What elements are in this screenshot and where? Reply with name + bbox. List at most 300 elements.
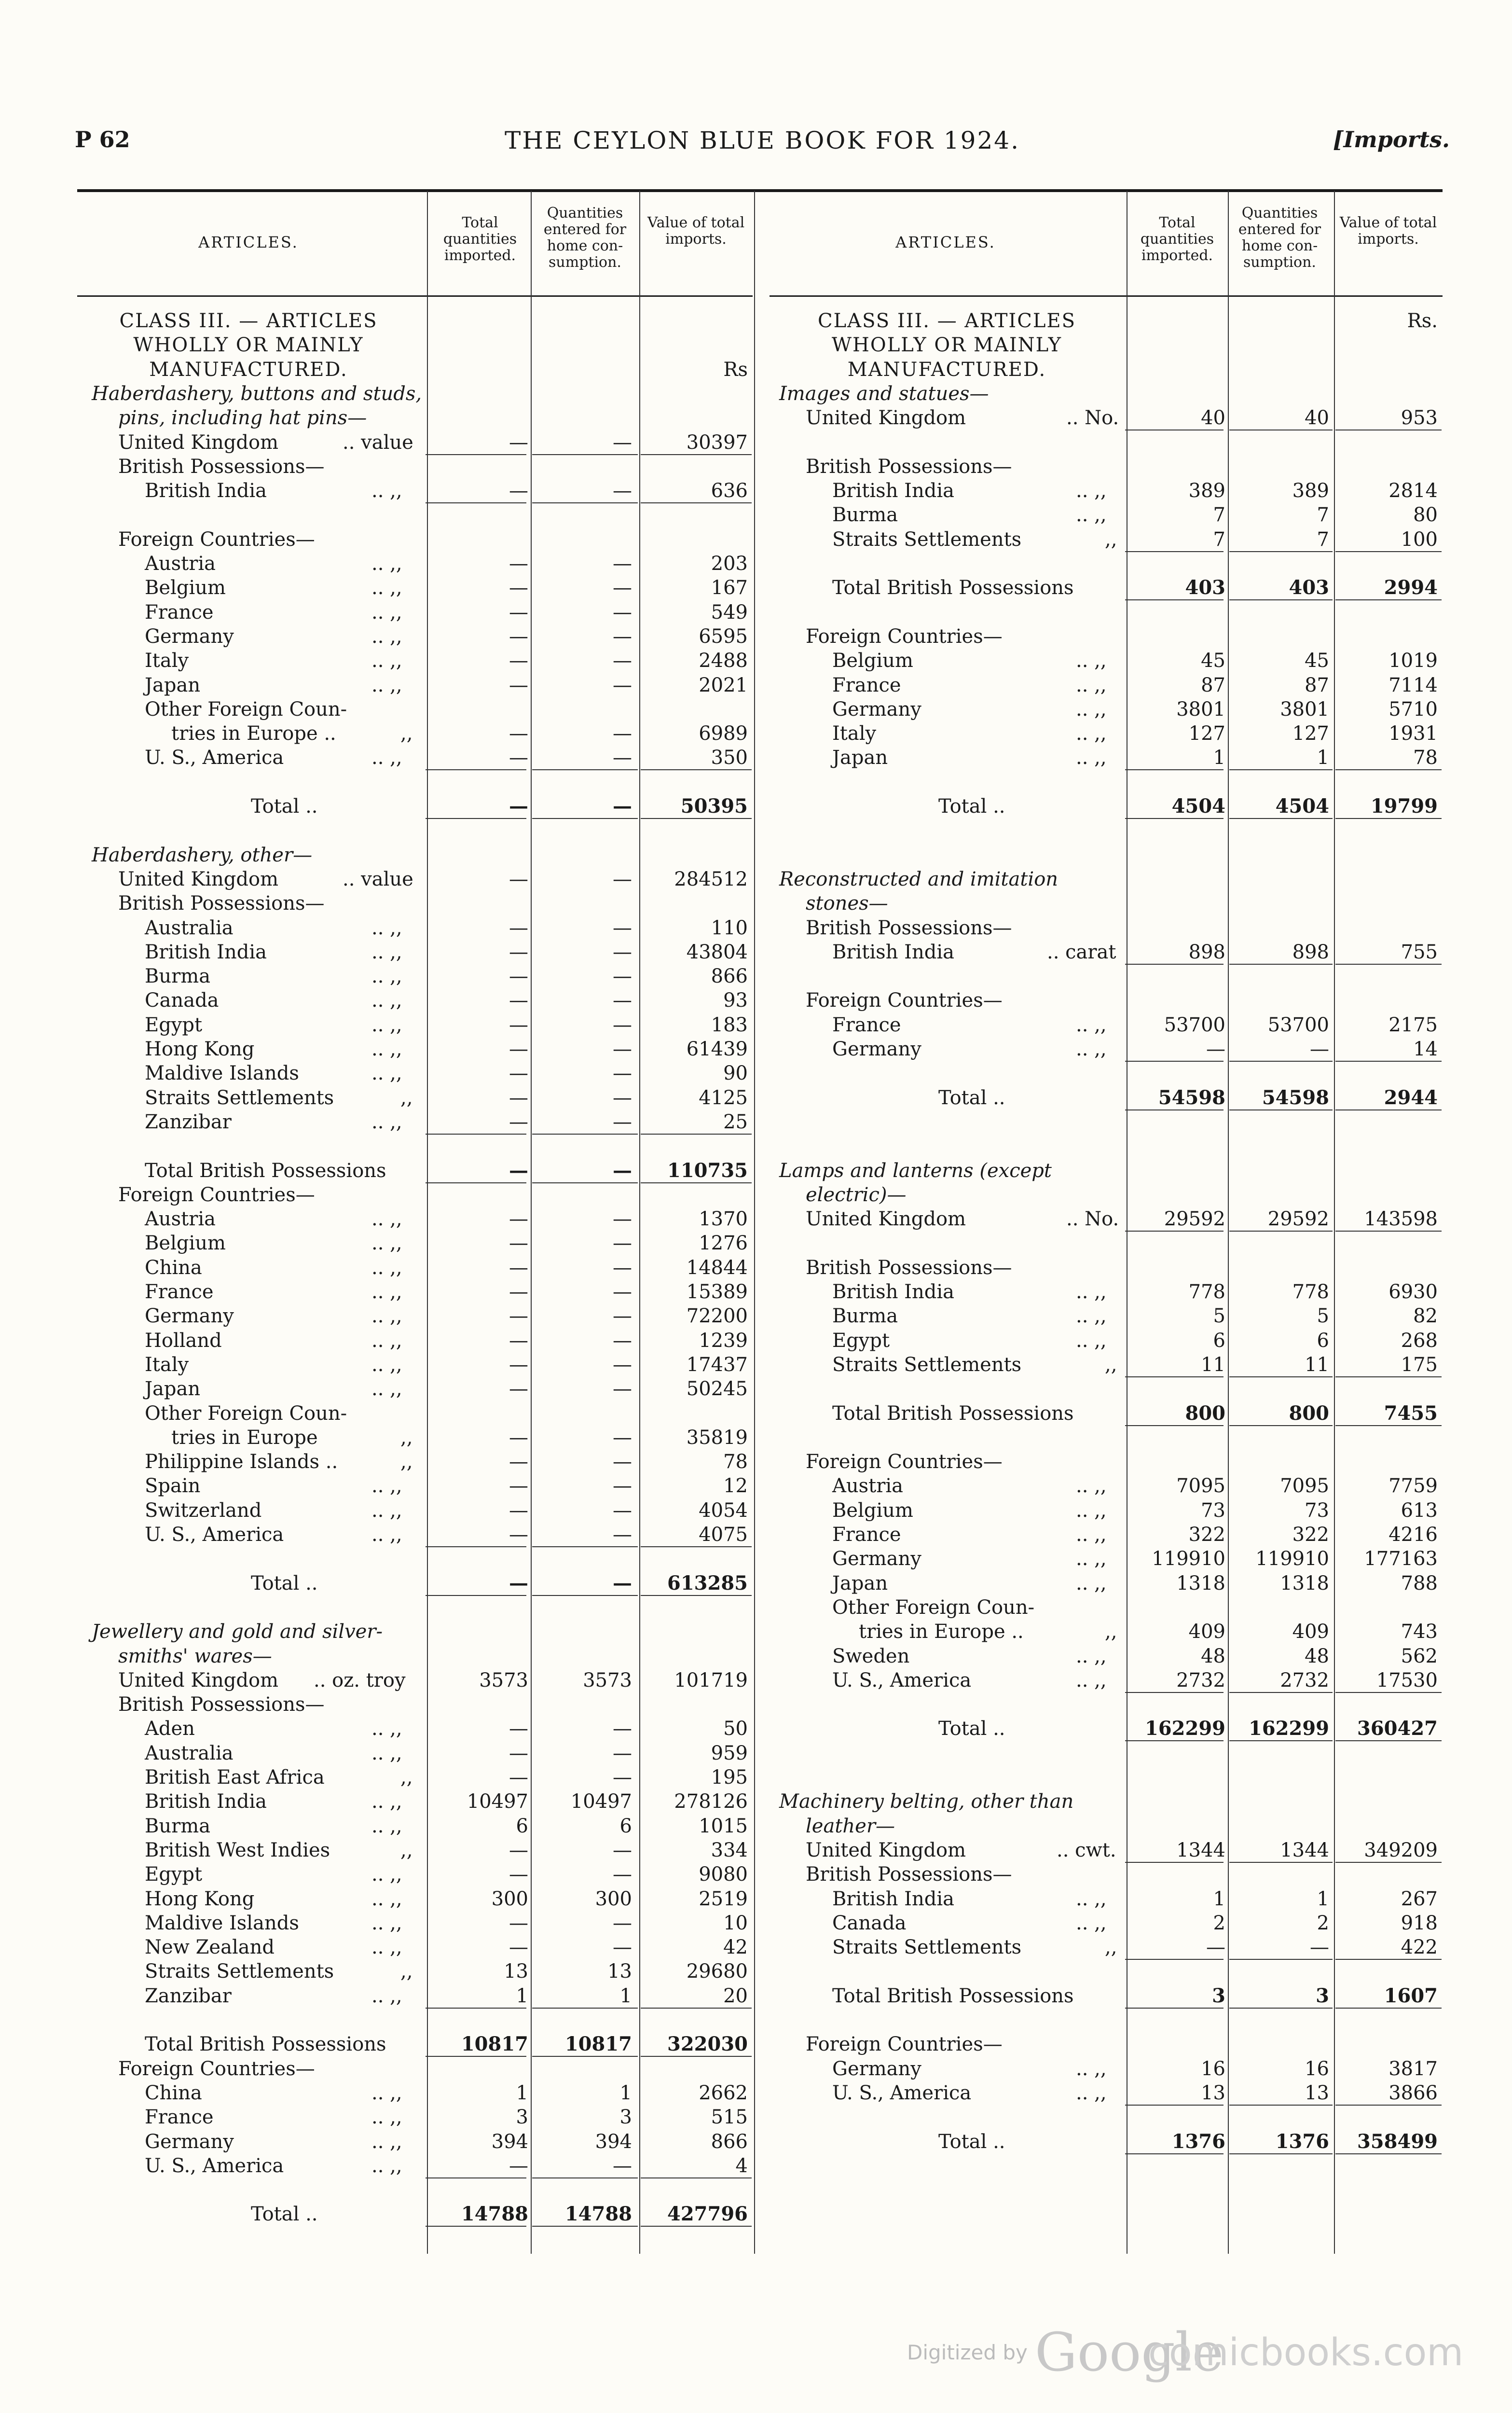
row-label: United Kingdom — [806, 407, 966, 430]
row-label: Hong Kong — [145, 1887, 255, 1910]
value-cell: 4216 — [1388, 1524, 1438, 1546]
home-qty-cell: 1344 — [1280, 1839, 1329, 1861]
cell-rule — [1125, 599, 1223, 600]
value-cell: 866 — [711, 2130, 748, 2153]
row-label: British India — [832, 1281, 954, 1303]
row-label: Other Foreign Coun- — [832, 1596, 1035, 1619]
total-qty-cell: — — [509, 1718, 528, 1740]
total-qty-cell: — — [509, 1110, 528, 1133]
total-qty-cell: 1318 — [1176, 1572, 1225, 1595]
total-qty-cell: 10817 — [461, 2033, 528, 2056]
home-qty-cell: 73 — [1305, 1499, 1329, 1522]
cell-rule — [1229, 2008, 1333, 2009]
row-label: British East Africa — [145, 1766, 325, 1789]
home-qty-cell: — — [613, 965, 632, 988]
value-cell: 183 — [711, 1013, 748, 1036]
table-row — [77, 1523, 753, 1547]
table-row — [77, 1183, 753, 1207]
row-label: United Kingdom — [806, 1208, 966, 1231]
value-cell: 562 — [1401, 1645, 1438, 1667]
cell-rule — [641, 1134, 752, 1135]
digitized-footer — [907, 2321, 1486, 2383]
value-cell: 358499 — [1357, 2130, 1438, 2153]
table-row — [77, 1231, 753, 1255]
row-unit: .. ,, — [1076, 480, 1107, 502]
value-cell: 90 — [723, 1062, 748, 1085]
row-label: Germany — [832, 2057, 921, 2080]
table-row — [770, 1474, 1443, 1498]
section-heading — [770, 1789, 1443, 1814]
row-label: Canada — [832, 1912, 907, 1934]
value-cell: 203 — [711, 553, 748, 575]
cell-rule — [1335, 2105, 1442, 2106]
value-cell: 427796 — [667, 2203, 748, 2226]
cell-rule — [1335, 769, 1442, 770]
table-row — [770, 2032, 1443, 2056]
value-cell: 4 — [735, 2154, 748, 2177]
home-qty-cell: — — [613, 1499, 632, 1522]
cell-rule — [1229, 1109, 1333, 1110]
row-label: Burma — [145, 965, 211, 988]
home-qty-cell: 3573 — [583, 1669, 632, 1692]
table-row — [770, 1450, 1443, 1474]
value-cell: 50 — [723, 1718, 748, 1740]
value-cell: 17437 — [686, 1353, 748, 1376]
table-row — [77, 1110, 753, 1134]
row-unit: .. ,, — [371, 1790, 402, 1813]
row-unit: .. ,, — [371, 941, 402, 963]
home-qty-cell: 54598 — [1262, 1086, 1329, 1109]
row-label: Total British Possessions — [832, 1984, 1074, 2007]
table-row — [77, 479, 753, 503]
value-cell: 755 — [1401, 941, 1438, 963]
value-cell: 29680 — [686, 1960, 748, 1983]
cell-rule — [1335, 1740, 1442, 1741]
col-value: Value of total imports. — [1339, 214, 1437, 248]
cell-rule — [1125, 551, 1223, 552]
home-qty-cell: — — [613, 1281, 632, 1303]
home-qty-cell: — — [613, 625, 632, 648]
home-qty-cell: 1 — [619, 1984, 632, 2007]
home-qty-cell: — — [613, 1839, 632, 1861]
value-cell: 93 — [723, 989, 748, 1012]
cell-rule — [1125, 964, 1223, 965]
cell-rule — [532, 1134, 638, 1135]
table-row — [77, 721, 753, 746]
home-qty-cell: — — [613, 1353, 632, 1376]
cell-rule — [1335, 1061, 1442, 1062]
class-heading — [770, 333, 1443, 357]
home-qty-cell: 7 — [1317, 504, 1329, 527]
row-label: CLASS III. — ARTICLES — [818, 310, 1076, 332]
value-cell: 3866 — [1388, 2081, 1438, 2104]
col-value: Value of total imports. — [647, 214, 745, 248]
cell-rule — [1125, 1109, 1223, 1110]
cell-rule — [1335, 1231, 1442, 1232]
row-unit: .. ,, — [371, 989, 402, 1012]
home-qty-cell: 2 — [1317, 1912, 1329, 1934]
row-unit: .. value — [343, 431, 413, 454]
cell-rule — [641, 2177, 752, 2178]
row-label: Germany — [832, 1548, 921, 1570]
cell-rule — [1229, 1231, 1333, 1232]
table-row — [770, 988, 1443, 1012]
value-cell: 788 — [1401, 1572, 1438, 1595]
row-unit: .. ,, — [371, 625, 402, 648]
total-qty-cell: — — [509, 1013, 528, 1036]
cell-rule — [1229, 769, 1333, 770]
row-label: Australia — [145, 1742, 234, 1764]
total-qty-cell: — — [509, 1912, 528, 1934]
row-label: Italy — [832, 722, 877, 745]
row-unit: .. ,, — [1076, 2057, 1107, 2080]
value-cell: 549 — [711, 601, 748, 624]
home-qty-cell: — — [613, 941, 632, 963]
row-unit: .. carat — [1047, 941, 1116, 963]
table-row — [77, 1838, 753, 1862]
table-row — [77, 988, 753, 1012]
row-unit: .. value — [343, 868, 413, 890]
row-label: WHOLLY OR MAINLY — [831, 334, 1062, 357]
total-qty-cell: — — [509, 868, 528, 890]
value-cell: 2519 — [699, 1887, 748, 1910]
table-row — [77, 1765, 753, 1789]
section-heading — [77, 382, 753, 406]
home-qty-cell: — — [613, 1110, 632, 1133]
total-qty-cell: 10497 — [467, 1790, 528, 1813]
row-label: China — [145, 1256, 202, 1279]
home-qty-cell: — — [613, 1038, 632, 1060]
table-row — [770, 1498, 1443, 1523]
cell-rule — [641, 2008, 752, 2009]
total-qty-cell: — — [509, 747, 528, 769]
value-cell: 14 — [1413, 1038, 1438, 1060]
home-qty-cell: 40 — [1305, 407, 1329, 430]
total-qty-cell: — — [509, 916, 528, 939]
table-row — [77, 1959, 753, 1983]
value-cell: 20 — [723, 1984, 748, 2007]
total-qty-cell: 898 — [1188, 941, 1225, 963]
row-label: Haberdashery, buttons and studs, — [92, 382, 422, 405]
page-number: P 62 — [75, 126, 130, 153]
value-cell: 25 — [723, 1110, 748, 1133]
page-title: THE CEYLON BLUE BOOK FOR 1924. — [505, 126, 1020, 154]
row-unit: .. ,, — [1076, 1645, 1107, 1667]
table-row — [77, 1304, 753, 1328]
home-qty-cell: — — [613, 1305, 632, 1328]
row-label: Philippine Islands .. — [145, 1451, 338, 1473]
row-label: Foreign Countries— — [806, 625, 1003, 648]
row-label: U. S., America — [145, 1524, 284, 1546]
row-unit: ,, — [400, 1960, 413, 1983]
home-qty-cell: — — [613, 1378, 632, 1401]
row-label: Maldive Islands — [145, 1062, 299, 1085]
row-label: Haberdashery, other— — [92, 844, 313, 866]
section-heading — [770, 1814, 1443, 1838]
value-cell: 61439 — [686, 1038, 748, 1060]
row-label: British India — [145, 1790, 267, 1813]
cell-rule — [1229, 964, 1333, 965]
class-heading — [770, 358, 1443, 382]
col-articles: ARTICLES. — [895, 233, 996, 251]
value-cell: 2488 — [699, 650, 748, 672]
row-unit: .. ,, — [1076, 1499, 1107, 1522]
row-label: China — [145, 2081, 202, 2104]
table-row — [77, 2105, 753, 2129]
table-row — [770, 1280, 1443, 1304]
section-heading — [77, 406, 753, 430]
row-unit: .. cwt. — [1057, 1839, 1116, 1861]
table-row — [77, 940, 753, 964]
row-unit: .. ,, — [371, 1524, 402, 1546]
section-heading — [770, 867, 1443, 891]
row-label: Lamps and lanterns (except — [779, 1159, 1052, 1182]
value-cell: 350 — [711, 747, 748, 769]
row-unit: .. ,, — [1076, 674, 1107, 696]
value-cell: 1015 — [699, 1815, 748, 1837]
table-row — [77, 1377, 753, 1401]
cell-rule — [1229, 1061, 1333, 1062]
table-row — [77, 1159, 753, 1183]
table-row — [77, 2032, 753, 2056]
home-qty-cell: — — [613, 674, 632, 696]
row-unit: .. No. — [1066, 407, 1119, 430]
value-cell: 9080 — [699, 1863, 748, 1886]
cell-rule — [1229, 551, 1333, 552]
home-qty-cell: — — [613, 601, 632, 624]
table-row — [770, 721, 1443, 746]
table-row — [770, 406, 1443, 430]
total-qty-cell: — — [1206, 1038, 1225, 1060]
row-unit: ,, — [400, 1086, 413, 1109]
total-qty-cell: 322 — [1188, 1524, 1225, 1546]
row-label: Sweden — [832, 1645, 910, 1667]
home-qty-cell: 119910 — [1255, 1548, 1329, 1570]
row-label: France — [832, 1524, 901, 1546]
home-qty-cell: — — [613, 1232, 632, 1255]
cell-rule — [641, 1595, 752, 1596]
table-row — [770, 576, 1443, 600]
row-label: Straits Settlements — [832, 528, 1022, 551]
row-unit: .. ,, — [371, 1863, 402, 1886]
value-cell: 322030 — [667, 2033, 748, 2056]
row-unit: .. ,, — [1076, 1887, 1107, 1910]
row-unit: .. ,, — [1076, 1475, 1107, 1498]
row-label: tries in Europe .. — [859, 1621, 1024, 1643]
row-label: Japan — [145, 674, 201, 696]
value-cell: 2021 — [699, 674, 748, 696]
home-qty-cell: — — [613, 1742, 632, 1764]
total-qty-cell: 1344 — [1176, 1839, 1225, 1861]
home-qty-cell: 1376 — [1275, 2130, 1329, 2153]
row-label: France — [832, 674, 901, 696]
home-qty-cell: 3 — [619, 2106, 632, 2129]
total-qty-cell: — — [509, 1086, 528, 1109]
row-label: smiths' wares— — [118, 1645, 272, 1667]
row-unit: .. ,, — [371, 1062, 402, 1085]
value-cell: 2814 — [1388, 480, 1438, 502]
row-label: New Zealand — [145, 1936, 275, 1959]
table-row — [770, 1595, 1443, 1620]
col-home-qty: Quantities entered for home con- sumption. — [1238, 205, 1321, 271]
row-unit: .. ,, — [1076, 1669, 1107, 1692]
row-label: U. S., America — [145, 2154, 284, 2177]
row-unit: .. ,, — [1076, 1912, 1107, 1934]
row-unit: .. ,, — [371, 1718, 402, 1740]
cell-rule — [1125, 1692, 1223, 1693]
total-qty-cell: — — [509, 1426, 528, 1449]
row-label: Foreign Countries— — [806, 2033, 1003, 2056]
table-row — [770, 1644, 1443, 1668]
cell-rule — [1125, 769, 1223, 770]
table-row — [77, 2081, 753, 2105]
table-row — [77, 1814, 753, 1838]
col-divider — [754, 191, 755, 2254]
home-qty-cell: — — [613, 722, 632, 745]
total-qty-cell: 1 — [516, 2081, 528, 2104]
value-cell: 82 — [1413, 1305, 1438, 1328]
row-unit: .. ,, — [371, 1912, 402, 1934]
cell-rule — [1125, 1231, 1223, 1232]
total-qty-cell: 7 — [1213, 528, 1225, 551]
row-label: British India — [832, 1887, 954, 1910]
table-row — [77, 794, 753, 818]
table-row — [770, 697, 1443, 721]
home-qty-cell: 87 — [1305, 674, 1329, 696]
home-qty-cell: — — [613, 1863, 632, 1886]
cell-rule — [1125, 2008, 1223, 2009]
cell-rule — [532, 2226, 638, 2227]
value-cell: 6930 — [1388, 1281, 1438, 1303]
class-heading — [77, 309, 753, 333]
row-unit: .. ,, — [1076, 722, 1107, 745]
value-cell: 959 — [711, 1742, 748, 1764]
row-unit: ,, — [1105, 1936, 1117, 1959]
table-row — [77, 1498, 753, 1523]
row-label: Straits Settlements — [145, 1960, 334, 1983]
row-unit: .. ,, — [371, 480, 402, 502]
value-cell: 17530 — [1376, 1669, 1438, 1692]
total-qty-cell: — — [509, 674, 528, 696]
home-qty-cell: 45 — [1305, 650, 1329, 672]
home-qty-cell: 48 — [1305, 1645, 1329, 1667]
row-label: Foreign Countries— — [118, 1183, 315, 1206]
home-qty-cell: 5 — [1317, 1305, 1329, 1328]
cell-rule — [426, 502, 526, 503]
value-cell: 515 — [711, 2106, 748, 2129]
row-label: British West Indies — [145, 1839, 330, 1861]
home-qty-cell: 29592 — [1267, 1208, 1329, 1231]
total-qty-cell: 29592 — [1164, 1208, 1225, 1231]
table-row — [77, 624, 753, 649]
total-qty-cell: — — [509, 941, 528, 963]
row-unit: .. ,, — [371, 553, 402, 575]
home-qty-cell: 127 — [1292, 722, 1329, 745]
total-qty-cell: — — [509, 480, 528, 502]
table-row — [770, 1935, 1443, 1959]
table-row — [77, 527, 753, 552]
row-label: British Possessions— — [118, 892, 325, 915]
table-row — [770, 1571, 1443, 1595]
row-unit: .. ,, — [1076, 747, 1107, 769]
cell-rule — [1125, 2153, 1223, 2154]
cell-rule — [641, 502, 752, 503]
table-row — [770, 1401, 1443, 1426]
cell-rule — [426, 1134, 526, 1135]
row-label: Foreign Countries— — [806, 1451, 1003, 1473]
row-label: Machinery belting, other than — [779, 1790, 1074, 1813]
cell-rule — [641, 769, 752, 770]
total-qty-cell: 7095 — [1176, 1475, 1225, 1498]
total-qty-cell: 2732 — [1176, 1669, 1225, 1692]
cell-rule — [1229, 2153, 1333, 2154]
cell-rule — [532, 1595, 638, 1596]
watermark: comicbooks.com — [1148, 2331, 1464, 2374]
value-cell: 4075 — [699, 1524, 748, 1546]
digitized-label: Digitized by — [907, 2341, 1028, 2364]
value-cell: 143598 — [1364, 1208, 1438, 1231]
row-label: British Possessions— — [118, 455, 325, 478]
value-cell: 284512 — [674, 868, 748, 890]
row-label: Italy — [145, 1353, 189, 1376]
home-qty-cell: — — [613, 1766, 632, 1789]
home-qty-cell: 7 — [1317, 528, 1329, 551]
row-unit: .. ,, — [371, 1232, 402, 1255]
row-label: Germany — [832, 698, 921, 721]
total-qty-cell: 87 — [1201, 674, 1225, 696]
value-cell: 78 — [1413, 747, 1438, 769]
cell-rule — [1335, 1692, 1442, 1693]
home-qty-cell: — — [613, 868, 632, 890]
table-row — [770, 1911, 1443, 1935]
table-row — [77, 1256, 753, 1280]
home-qty-cell: 6 — [619, 1815, 632, 1837]
row-label: U. S., America — [145, 747, 284, 769]
total-qty-cell: 7 — [1213, 504, 1225, 527]
home-qty-cell: 2732 — [1280, 1669, 1329, 1692]
table-row — [77, 1935, 753, 1959]
table-row — [77, 1789, 753, 1814]
value-cell: 50395 — [680, 795, 748, 818]
row-label: France — [832, 1013, 901, 1036]
row-label: Japan — [832, 747, 888, 769]
table-row — [77, 1887, 753, 1911]
row-label: Total British Possessions — [145, 1159, 386, 1182]
table-row — [770, 527, 1443, 552]
table-row — [770, 1523, 1443, 1547]
table-row — [770, 455, 1443, 479]
row-label: Total .. — [938, 2130, 1005, 2153]
table-row — [77, 1426, 753, 1450]
value-cell: 1607 — [1384, 1984, 1438, 2007]
section-heading — [770, 1183, 1443, 1207]
row-label: Burma — [832, 1305, 898, 1328]
value-cell: 953 — [1401, 407, 1438, 430]
total-qty-cell: 119910 — [1152, 1548, 1225, 1570]
table-row — [77, 1353, 753, 1377]
home-qty-cell: — — [613, 1936, 632, 1959]
home-qty-cell: 10817 — [564, 2033, 632, 2056]
total-qty-cell: 6 — [516, 1815, 528, 1837]
value-cell: 110735 — [667, 1159, 748, 1182]
row-label: Egypt — [145, 1013, 203, 1036]
row-unit: .. ,, — [371, 965, 402, 988]
row-unit: .. ,, — [1076, 1281, 1107, 1303]
total-qty-cell: 389 — [1188, 480, 1225, 502]
total-qty-cell: — — [509, 1378, 528, 1401]
value-cell: Rs. — [1407, 310, 1438, 332]
home-qty-cell: 6 — [1317, 1329, 1329, 1352]
